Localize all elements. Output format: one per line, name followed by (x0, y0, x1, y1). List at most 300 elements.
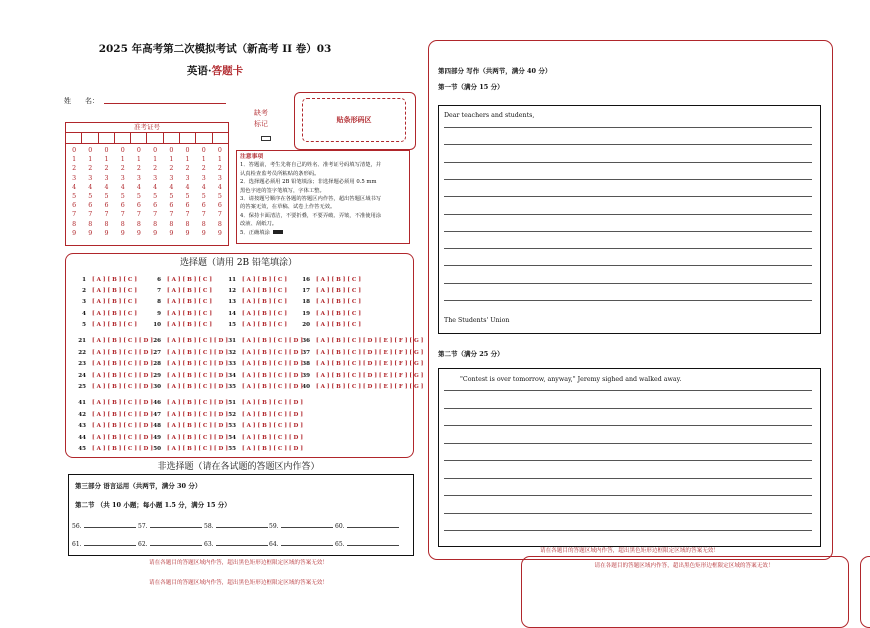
exam-digit-bubble[interactable]: 0 (136, 147, 141, 154)
page-title: 2025 年高考第二次模拟考试（新高考 II 卷）03 (98, 43, 332, 55)
exam-digit-bubble[interactable]: 2 (120, 165, 125, 173)
blank-line[interactable] (84, 539, 136, 546)
answer-options[interactable]: [ A ] [ B ] [ C ] [ D ] (92, 435, 153, 441)
question-item[interactable] (298, 361, 423, 367)
exam-digit-bubble[interactable]: 3 (217, 174, 222, 182)
question-item[interactable] (74, 423, 153, 429)
question-number: 17 (302, 288, 310, 294)
blank-number: 61. (72, 541, 82, 548)
blank-answer[interactable] (269, 539, 333, 548)
exam-digit-bubble[interactable]: 4 (217, 183, 222, 191)
exam-digit-bubble[interactable]: 3 (88, 174, 93, 182)
notice-title: 注意事项 (240, 154, 264, 160)
answer-options[interactable]: [ A ] [ B ] [ C ] [ D ] (167, 446, 228, 452)
exam-digit-bubble[interactable]: 1 (185, 156, 190, 164)
answer-options[interactable]: [ A ] [ B ] [ C ] (92, 299, 137, 305)
exam-number-write-cells[interactable] (66, 133, 228, 144)
question-item[interactable] (74, 412, 153, 418)
answer-options[interactable]: [ A ] [ B ] [ C ] (242, 277, 287, 283)
question-item[interactable] (224, 412, 303, 418)
question-number: 13 (228, 299, 236, 305)
question-item[interactable] (74, 350, 153, 356)
answer-options[interactable]: [ A ] [ B ] [ C ] [ D ] (92, 350, 153, 356)
exam-digit-bubble[interactable]: 3 (136, 174, 141, 182)
question-item[interactable] (224, 384, 303, 390)
exam-digit-bubble[interactable]: 4 (88, 183, 93, 191)
exam-digit-bubble[interactable]: 5 (217, 193, 222, 201)
exam-digit-bubble[interactable]: 5 (104, 193, 109, 201)
exam-digit-bubble[interactable]: 8 (120, 220, 125, 228)
question-item[interactable] (298, 350, 423, 356)
question-item[interactable] (74, 373, 153, 379)
answer-options[interactable]: [ A ] [ B ] [ C ] (242, 311, 287, 317)
blank-line[interactable] (150, 521, 202, 528)
blank-answer[interactable] (138, 521, 202, 530)
answer-options[interactable]: [ A ] [ B ] [ C ] [ D ] (242, 338, 303, 344)
question-item[interactable] (224, 446, 303, 452)
notice-box (236, 150, 410, 244)
ruled-line (444, 283, 812, 284)
exam-digit-bubble[interactable]: 1 (104, 156, 109, 164)
question-item[interactable] (74, 288, 137, 294)
question-item[interactable] (149, 299, 212, 305)
question-item[interactable] (149, 350, 228, 356)
blank-answer[interactable] (335, 521, 399, 530)
blank-number: 65. (335, 541, 345, 548)
answer-options[interactable]: [ A ] [ B ] [ C ] (92, 277, 137, 283)
exam-digit-bubble[interactable]: 5 (153, 193, 158, 201)
missing-mark-box[interactable] (261, 136, 271, 141)
exam-digit-bubble[interactable]: 6 (153, 202, 158, 210)
question-item[interactable] (149, 277, 212, 283)
question-item[interactable] (224, 277, 287, 283)
question-item[interactable] (224, 361, 303, 367)
question-number: 10 (153, 322, 161, 328)
exam-digit-bubble[interactable]: 9 (120, 229, 125, 237)
answer-options[interactable]: [ A ] [ B ] [ C ] [ D ] (242, 446, 303, 452)
exam-digit-bubble[interactable]: 7 (72, 211, 77, 219)
answer-options[interactable]: [ A ] [ B ] [ C ] [ D ] [ E ] [ F ] [ G ] (316, 350, 424, 356)
blank-line[interactable] (347, 521, 399, 528)
answer-options[interactable]: [ A ] [ B ] [ C ] (92, 288, 137, 294)
exam-digit-bubble[interactable]: 8 (88, 220, 93, 228)
question-item[interactable] (74, 446, 153, 452)
answer-options[interactable]: [ A ] [ B ] [ C ] [ D ] (92, 400, 153, 406)
exam-digit-bubble[interactable]: 4 (136, 183, 141, 191)
question-number: 41 (78, 400, 86, 406)
exam-digit-bubble[interactable]: 3 (72, 174, 77, 182)
question-number: 18 (302, 299, 310, 305)
ruled-line (444, 478, 812, 479)
writing-section2-label: 第二节（满分 25 分） (438, 350, 504, 358)
ruled-line (444, 214, 812, 215)
question-item[interactable] (74, 311, 137, 317)
nonchoice-title: 非选择题（请在各试题的答题区内作答） (157, 462, 320, 472)
exam-digit-bubble[interactable]: 7 (120, 211, 125, 219)
exam-digit-bubble[interactable]: 6 (104, 202, 109, 210)
exam-digit-column[interactable] (147, 144, 163, 238)
answer-options[interactable]: [ A ] [ B ] [ C ] (167, 288, 212, 294)
blank-line[interactable] (281, 539, 333, 546)
question-item[interactable] (298, 373, 423, 379)
exam-digit-bubble[interactable]: 6 (217, 202, 222, 210)
notice-item: 的答案无效，在草稿、试卷上作答无效。 (240, 204, 336, 211)
answer-options[interactable]: [ A ] [ B ] [ C ] (316, 299, 361, 305)
exam-digit-bubble[interactable]: 5 (120, 193, 125, 201)
blank-answer[interactable] (72, 521, 136, 530)
exam-digit-bubble[interactable]: 5 (72, 193, 77, 201)
question-item[interactable] (149, 322, 212, 328)
writing-box-2[interactable] (438, 368, 821, 547)
exam-digit-bubble[interactable]: 4 (169, 183, 174, 191)
exam-digit-bubble[interactable]: 8 (136, 220, 141, 228)
question-item[interactable] (224, 373, 303, 379)
exam-digit-bubble[interactable]: 1 (217, 156, 222, 164)
answer-options[interactable]: [ A ] [ B ] [ C ] [ D ] (167, 435, 228, 441)
exam-digit-bubble[interactable]: 6 (88, 202, 93, 210)
answer-options[interactable]: [ A ] [ B ] [ C ] (167, 322, 212, 328)
exam-digit-bubble[interactable]: 7 (185, 211, 190, 219)
question-number: 26 (153, 338, 161, 344)
question-number: 42 (78, 412, 86, 418)
question-item[interactable] (74, 435, 153, 441)
answer-options[interactable]: [ A ] [ B ] [ C ] [ D ] (92, 423, 153, 429)
exam-digit-bubble[interactable]: 3 (201, 174, 206, 182)
exam-digit-bubble[interactable]: 8 (217, 220, 222, 228)
question-item[interactable] (224, 299, 287, 305)
exam-number-label: 准考证号 (66, 123, 228, 133)
exam-digit-bubble[interactable]: 5 (136, 193, 141, 201)
answer-options[interactable]: [ A ] [ B ] [ C ] [ D ] (242, 423, 303, 429)
question-item[interactable] (74, 361, 153, 367)
exam-digit-bubble[interactable]: 8 (104, 220, 109, 228)
blank-line[interactable] (281, 521, 333, 528)
exam-digit-column[interactable] (196, 144, 212, 238)
exam-digit-bubble[interactable]: 2 (217, 165, 222, 173)
exam-digit-column[interactable] (98, 144, 114, 238)
question-item[interactable] (149, 446, 228, 452)
exam-digit-bubble[interactable]: 8 (169, 220, 174, 228)
question-item[interactable] (149, 384, 228, 390)
question-number: 22 (78, 350, 86, 356)
exam-digit-bubble[interactable]: 7 (153, 211, 158, 219)
question-item[interactable] (149, 288, 212, 294)
answer-options[interactable]: [ A ] [ B ] [ C ] [ D ] (242, 384, 303, 390)
question-number: 40 (302, 384, 310, 390)
question-number: 38 (302, 361, 310, 367)
missing-mark-label (254, 108, 268, 130)
question-item[interactable] (149, 361, 228, 367)
question-item[interactable] (149, 373, 228, 379)
answer-options[interactable]: [ A ] [ B ] [ C ] [ D ] (167, 361, 228, 367)
answer-options[interactable]: [ A ] [ B ] [ C ] (316, 288, 361, 294)
exam-digit-bubble[interactable]: 4 (72, 183, 77, 191)
question-number: 19 (302, 311, 310, 317)
question-number: 46 (153, 400, 161, 406)
answer-options[interactable]: [ A ] [ B ] [ C ] [ D ] [ E ] [ F ] [ G ] (316, 384, 424, 390)
answer-options[interactable]: [ A ] [ B ] [ C ] [ D ] (92, 338, 153, 344)
exam-digit-column[interactable] (179, 144, 195, 238)
blank-answer[interactable] (138, 539, 202, 548)
exam-digit-bubble[interactable]: 5 (201, 193, 206, 201)
ruled-line (444, 162, 812, 163)
exam-digit-bubble[interactable]: 6 (120, 202, 125, 210)
choice-title: 选择题（请用 2B 铅笔填涂） (179, 258, 298, 268)
exam-digit-bubble[interactable]: 2 (169, 165, 174, 173)
exam-number-bubbles[interactable] (66, 144, 228, 238)
question-item[interactable] (224, 435, 303, 441)
exam-digit-bubble[interactable]: 2 (201, 165, 206, 173)
answer-options[interactable]: [ A ] [ B ] [ C ] (167, 299, 212, 305)
exam-digit-bubble[interactable]: 9 (201, 229, 206, 237)
blank-answer[interactable] (335, 539, 399, 548)
exam-digit-bubble[interactable]: 6 (136, 202, 141, 210)
ruled-line (444, 231, 812, 232)
exam-digit-column[interactable] (131, 144, 147, 238)
ruled-line (444, 408, 812, 409)
question-item[interactable] (74, 277, 137, 283)
answer-options[interactable]: [ A ] [ B ] [ C ] (242, 299, 287, 305)
blank-answer[interactable] (204, 539, 268, 548)
answer-options[interactable]: [ A ] [ B ] [ C ] (92, 311, 137, 317)
exam-digit-bubble[interactable]: 9 (136, 229, 141, 237)
edge-panel (860, 556, 870, 628)
exam-digit-bubble[interactable]: 1 (201, 156, 206, 164)
answer-options[interactable]: [ A ] [ B ] [ C ] [ D ] (167, 423, 228, 429)
exam-digit-bubble[interactable]: 4 (120, 183, 125, 191)
exam-digit-bubble[interactable]: 6 (72, 202, 77, 210)
exam-digit-column[interactable] (66, 144, 82, 238)
exam-digit-bubble[interactable]: 7 (217, 211, 222, 219)
answer-options[interactable]: [ A ] [ B ] [ C ] (316, 311, 361, 317)
answer-options[interactable]: [ A ] [ B ] [ C ] [ D ] (242, 412, 303, 418)
exam-digit-bubble[interactable]: 9 (153, 229, 158, 237)
exam-digit-bubble[interactable]: 6 (201, 202, 206, 210)
exam-digit-bubble[interactable]: 5 (185, 193, 190, 201)
answer-options[interactable]: [ A ] [ B ] [ C ] [ D ] (92, 412, 153, 418)
exam-digit-bubble[interactable]: 5 (169, 193, 174, 201)
blank-answer[interactable] (204, 521, 268, 530)
question-item[interactable] (298, 384, 423, 390)
notice-item: 1．答题前，考生先将自己的姓名、准考证号码填写清楚，并 (240, 162, 382, 169)
answer-options[interactable]: [ A ] [ B ] [ C ] (167, 277, 212, 283)
exam-digit-bubble[interactable]: 2 (136, 165, 141, 173)
question-item[interactable] (298, 277, 361, 283)
question-item[interactable] (224, 322, 287, 328)
answer-options[interactable]: [ A ] [ B ] [ C ] [ D ] (167, 400, 228, 406)
question-item[interactable] (298, 311, 361, 317)
question-item[interactable] (224, 400, 303, 406)
exam-digit-bubble[interactable]: 0 (104, 147, 109, 154)
question-number: 8 (157, 299, 161, 305)
question-number: 24 (78, 373, 86, 379)
warning-text: 请在各题目的答题区域内作答，超出黑色矩形边框限定区域的答案无效！ (539, 548, 719, 554)
exam-digit-bubble[interactable]: 0 (120, 147, 125, 154)
exam-digit-bubble[interactable]: 0 (217, 147, 222, 154)
blank-line[interactable] (216, 539, 268, 546)
question-item[interactable] (74, 322, 137, 328)
question-item[interactable] (224, 338, 303, 344)
exam-digit-bubble[interactable]: 8 (72, 220, 77, 228)
exam-digit-bubble[interactable]: 8 (153, 220, 158, 228)
question-item[interactable] (149, 400, 228, 406)
exam-digit-column[interactable] (115, 144, 131, 238)
blank-line[interactable] (150, 539, 202, 546)
exam-digit-bubble[interactable]: 2 (72, 165, 77, 173)
notice-item: 黑色字迹的签字笔填写，字体工整。 (240, 187, 325, 194)
answer-options[interactable]: [ A ] [ B ] [ C ] [ D ] (242, 361, 303, 367)
exam-digit-bubble[interactable]: 3 (120, 174, 125, 182)
answer-options[interactable]: [ A ] [ B ] [ C ] [ D ] (167, 338, 228, 344)
exam-digit-bubble[interactable]: 0 (185, 147, 190, 154)
exam-digit-bubble[interactable]: 9 (185, 229, 190, 237)
question-item[interactable] (74, 384, 153, 390)
exam-digit-bubble[interactable]: 4 (201, 183, 206, 191)
exam-digit-bubble[interactable]: 2 (153, 165, 158, 173)
exam-digit-bubble[interactable]: 8 (201, 220, 206, 228)
question-number: 14 (228, 311, 236, 317)
exam-digit-bubble[interactable]: 2 (88, 165, 93, 173)
question-item[interactable] (224, 311, 287, 317)
question-item[interactable] (298, 299, 361, 305)
exam-digit-bubble[interactable]: 1 (153, 156, 158, 164)
exam-digit-bubble[interactable]: 6 (169, 202, 174, 210)
blank-number: 58. (204, 523, 214, 530)
answer-options[interactable]: [ A ] [ B ] [ C ] [ D ] (242, 435, 303, 441)
exam-digit-bubble[interactable]: 0 (201, 147, 206, 154)
fill-example-label: 5．正确填涂 (240, 229, 270, 236)
answer-options[interactable]: [ A ] [ B ] [ C ] [ D ] (242, 350, 303, 356)
exam-digit-bubble[interactable]: 7 (104, 211, 109, 219)
question-item[interactable] (298, 288, 361, 294)
blank-answer[interactable] (72, 539, 136, 548)
answer-options[interactable]: [ A ] [ B ] [ C ] (316, 322, 361, 328)
exam-digit-bubble[interactable]: 3 (153, 174, 158, 182)
exam-digit-column[interactable] (163, 144, 179, 238)
exam-digit-bubble[interactable]: 1 (72, 156, 77, 164)
answer-options[interactable]: [ A ] [ B ] [ C ] [ D ] (92, 361, 153, 367)
blank-line[interactable] (347, 539, 399, 546)
answer-options[interactable]: [ A ] [ B ] [ C ] [ D ] [ E ] [ F ] [ G ] (316, 361, 424, 367)
blank-answer[interactable] (269, 521, 333, 530)
answer-options[interactable]: [ A ] [ B ] [ C ] (242, 288, 287, 294)
exam-digit-bubble[interactable]: 9 (72, 229, 77, 237)
exam-digit-bubble[interactable]: 1 (136, 156, 141, 164)
exam-digit-bubble[interactable]: 7 (136, 211, 141, 219)
answer-options[interactable]: [ A ] [ B ] [ C ] (92, 322, 137, 328)
answer-options[interactable]: [ A ] [ B ] [ C ] (167, 311, 212, 317)
exam-digit-bubble[interactable]: 9 (169, 229, 174, 237)
exam-digit-bubble[interactable]: 2 (104, 165, 109, 173)
exam-digit-bubble[interactable]: 4 (104, 183, 109, 191)
answer-options[interactable]: [ A ] [ B ] [ C ] [ D ] (167, 412, 228, 418)
question-number: 31 (228, 338, 236, 344)
exam-digit-column[interactable] (82, 144, 98, 238)
exam-digit-bubble[interactable]: 0 (169, 147, 174, 154)
answer-options[interactable]: [ A ] [ B ] [ C ] [ D ] (167, 384, 228, 390)
question-item[interactable] (149, 435, 228, 441)
exam-digit-bubble[interactable]: 7 (201, 211, 206, 219)
exam-digit-bubble[interactable]: 4 (153, 183, 158, 191)
blank-number: 60. (335, 523, 345, 530)
question-item[interactable] (74, 338, 153, 344)
exam-digit-bubble[interactable]: 1 (169, 156, 174, 164)
exam-digit-bubble[interactable]: 1 (88, 156, 93, 164)
exam-digit-bubble[interactable]: 0 (88, 147, 93, 154)
answer-options[interactable]: [ A ] [ B ] [ C ] [ D ] (92, 446, 153, 452)
question-item[interactable] (298, 338, 423, 344)
exam-digit-bubble[interactable]: 7 (88, 211, 93, 219)
answer-options[interactable]: [ A ] [ B ] [ C ] (316, 277, 361, 283)
exam-digit-bubble[interactable]: 0 (72, 147, 77, 154)
answer-options[interactable]: [ A ] [ B ] [ C ] [ D ] (92, 384, 153, 390)
question-item[interactable] (149, 412, 228, 418)
answer-options[interactable]: [ A ] [ B ] [ C ] [ D ] (242, 400, 303, 406)
question-item[interactable] (74, 299, 137, 305)
card-subtitle (0, 63, 430, 78)
question-item[interactable] (149, 423, 228, 429)
blank-line[interactable] (84, 521, 136, 528)
question-number: 33 (228, 361, 236, 367)
question-number: 30 (153, 384, 161, 390)
blank-line[interactable] (216, 521, 268, 528)
ruled-line (444, 248, 812, 249)
warning-text: 请在各题目的答题区域内作答，超出黑色矩形边框限定区域的答案无效！ (148, 580, 328, 586)
missing-label-1: 缺考 (254, 109, 268, 117)
answer-options[interactable]: [ A ] [ B ] [ C ] [ D ] (92, 373, 153, 379)
exam-digit-bubble[interactable]: 4 (185, 183, 190, 191)
name-field[interactable] (104, 103, 226, 104)
exam-digit-bubble[interactable]: 0 (153, 147, 158, 154)
answer-options[interactable]: [ A ] [ B ] [ C ] [ D ] [ E ] [ F ] [ G ] (316, 338, 424, 344)
exam-digit-bubble[interactable]: 3 (185, 174, 190, 182)
exam-digit-bubble[interactable]: 9 (217, 229, 222, 237)
answer-options[interactable]: [ A ] [ B ] [ C ] [ D ] [ E ] [ F ] [ G ] (316, 373, 424, 379)
answer-options[interactable]: [ A ] [ B ] [ C ] (242, 322, 287, 328)
question-number: 45 (78, 446, 86, 452)
exam-digit-bubble[interactable]: 2 (185, 165, 190, 173)
exam-digit-bubble[interactable]: 9 (88, 229, 93, 237)
exam-digit-bubble[interactable]: 1 (120, 156, 125, 164)
question-item[interactable] (149, 338, 228, 344)
ruled-line (444, 425, 812, 426)
answer-options[interactable]: [ A ] [ B ] [ C ] [ D ] (167, 373, 228, 379)
exam-digit-bubble[interactable]: 3 (104, 174, 109, 182)
question-number: 2 (82, 288, 86, 294)
question-number: 39 (302, 373, 310, 379)
notice-item: 4．保持卡面清洁，不要折叠，不要弄破、弄皱，不准使用涂 (240, 212, 382, 219)
question-item[interactable] (224, 288, 287, 294)
question-number: 47 (153, 412, 161, 418)
exam-digit-bubble[interactable]: 6 (185, 202, 190, 210)
exam-digit-bubble[interactable]: 7 (169, 211, 174, 219)
subject-label: 英语 (186, 65, 208, 77)
question-item[interactable] (74, 400, 153, 406)
exam-digit-bubble[interactable]: 9 (104, 229, 109, 237)
answer-options[interactable]: [ A ] [ B ] [ C ] [ D ] (167, 350, 228, 356)
question-item[interactable] (224, 350, 303, 356)
exam-digit-column[interactable] (212, 144, 228, 238)
exam-digit-bubble[interactable]: 5 (88, 193, 93, 201)
question-item[interactable] (224, 423, 303, 429)
question-item[interactable] (149, 311, 212, 317)
exam-digit-bubble[interactable]: 8 (185, 220, 190, 228)
question-item[interactable] (298, 322, 361, 328)
question-number: 7 (157, 288, 161, 294)
ruled-line (444, 179, 812, 180)
answer-options[interactable]: [ A ] [ B ] [ C ] [ D ] (242, 373, 303, 379)
exam-digit-bubble[interactable]: 3 (169, 174, 174, 182)
